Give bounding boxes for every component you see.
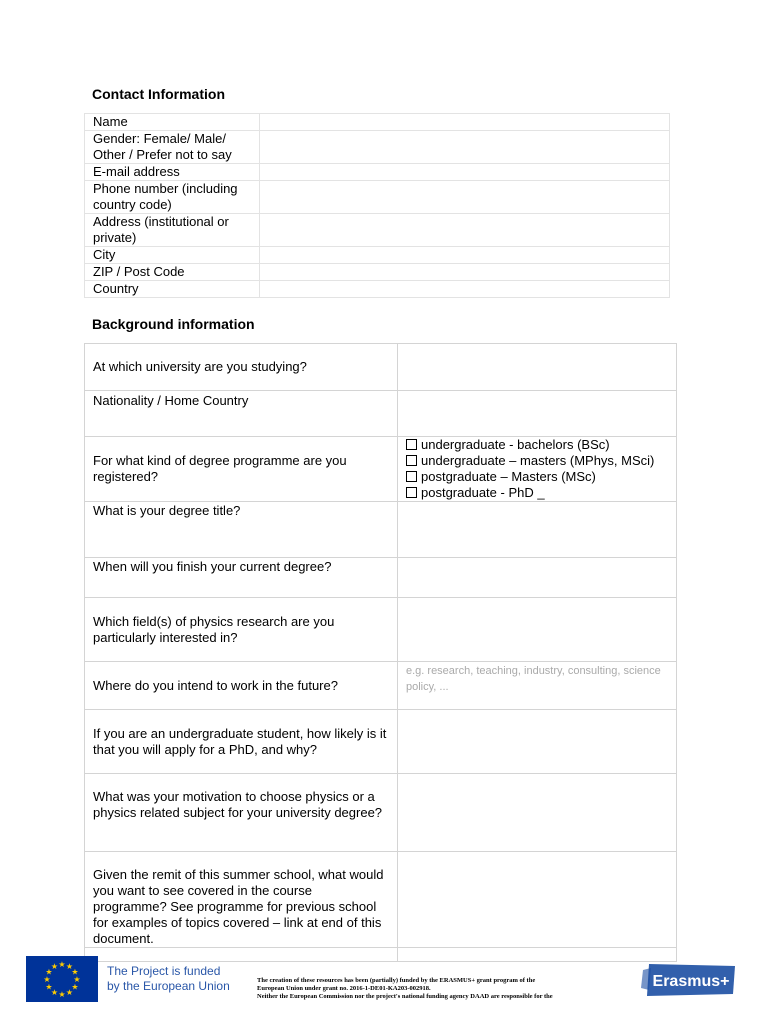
answer-cell[interactable] [398,948,677,962]
checkbox-icon[interactable] [406,487,417,498]
contact-table [84,113,670,298]
contact-value-cell[interactable] [260,214,670,247]
question-label: If you are an undergraduate student, how likely is it that you will apply for a PhD, and why? [85,710,398,774]
contact-label: Address (institutional or private) [85,214,260,247]
eu-star-icon: ★ [65,962,74,972]
table-row [85,502,677,558]
table-row [85,131,670,164]
question-label: At which university are you studying? [85,344,398,391]
table-row [85,247,670,264]
erasmus-logo-text: Erasmus+ [652,973,730,990]
table-row [85,281,670,298]
question-label: What is your degree title? [85,502,398,558]
eu-star-icon: ★ [65,987,74,997]
table-row [85,774,677,852]
question-label: For what kind of degree programme are you registered? [85,437,398,502]
contact-value-cell[interactable] [260,281,670,298]
checkbox-icon[interactable] [406,471,417,482]
contact-value-cell[interactable] [260,131,670,164]
answer-cell[interactable] [398,852,677,948]
background-table [84,343,677,962]
answer-cell[interactable] [398,344,677,391]
question-label: What was your motivation to choose physics or a physics related subject for your university degree? [85,774,398,852]
eu-star-icon: ★ [73,975,81,984]
question-label: When will you finish your current degree? [85,558,398,598]
checkbox-icon[interactable] [406,455,417,466]
degree-option[interactable]: postgraduate – Masters (MSc) [406,469,668,485]
contact-label: Country [85,281,260,298]
degree-options-cell [398,437,677,502]
table-row [85,214,670,247]
contact-label: Gender: Female/ Male/ Other / Prefer not to say [85,131,260,164]
question-label: Which field(s) of physics research are you particularly interested in? [85,598,398,662]
table-row [85,852,677,948]
table-row [85,598,677,662]
contact-value-cell[interactable] [260,264,670,281]
eu-star-icon: ★ [45,982,53,992]
contact-label: City [85,247,260,264]
erasmus-logo [641,960,741,1000]
table-row [85,558,677,598]
eu-star-icon: ★ [50,987,59,997]
contact-value-cell[interactable] [260,247,670,264]
table-row [85,948,677,962]
table-row [85,164,670,181]
eu-star-icon: ★ [50,962,59,972]
table-row [85,710,677,774]
eu-star-icon: ★ [58,960,66,969]
degree-option[interactable]: undergraduate - bachelors (BSc) [406,437,668,453]
answer-cell[interactable] [398,502,677,558]
answer-cell[interactable] [398,558,677,598]
contact-label: Name [85,114,260,131]
empty-cell [85,948,398,962]
question-label: Nationality / Home Country [85,391,398,437]
degree-option[interactable]: postgraduate - PhD _ [406,485,668,501]
question-label: Where do you intend to work in the future? [85,662,398,710]
contact-label: E-mail address [85,164,260,181]
background-section-title: Background information [92,316,255,332]
degree-option[interactable]: undergraduate – masters (MPhys, MSci) [406,453,668,469]
eu-star-icon: ★ [45,967,53,977]
eu-star-icon: ★ [71,967,79,977]
answer-cell[interactable] [398,662,677,710]
table-row [85,114,670,131]
answer-cell[interactable] [398,710,677,774]
checkbox-icon[interactable] [406,439,417,450]
eu-star-icon: ★ [71,982,79,992]
contact-value-cell[interactable] [260,114,670,131]
eu-funding-text: The Project is funded by the European Union [107,964,230,993]
eu-flag-icon [26,956,98,1002]
disclaimer-text: The creation of these resources has been (partially) funded by the ERASMUS+ grant program of the European Union under grant no. 2016-1-DE01-KA203-002918. Neither the European Commission nor the project's national funding agency DAAD are responsible for the [257,977,553,1000]
contact-label: Phone number (including country code) [85,181,260,214]
table-row [85,181,670,214]
answer-cell[interactable] [398,774,677,852]
table-row [85,264,670,281]
contact-section-title: Contact Information [92,86,225,102]
contact-value-cell[interactable] [260,181,670,214]
eu-star-icon: ★ [58,990,66,999]
question-label: Given the remit of this summer school, what would you want to see covered in the course programme? See programme for previous school for examples of topics covered – link at end of this document. [85,852,398,948]
table-row [85,344,677,391]
contact-label: ZIP / Post Code [85,264,260,281]
answer-hint: e.g. research, teaching, industry, consulting, science policy, ... [406,665,661,693]
table-row [85,662,677,710]
table-row [85,391,677,437]
table-row [85,437,677,502]
answer-cell[interactable] [398,598,677,662]
eu-star-icon: ★ [43,975,51,984]
answer-cell[interactable] [398,391,677,437]
contact-value-cell[interactable] [260,164,670,181]
